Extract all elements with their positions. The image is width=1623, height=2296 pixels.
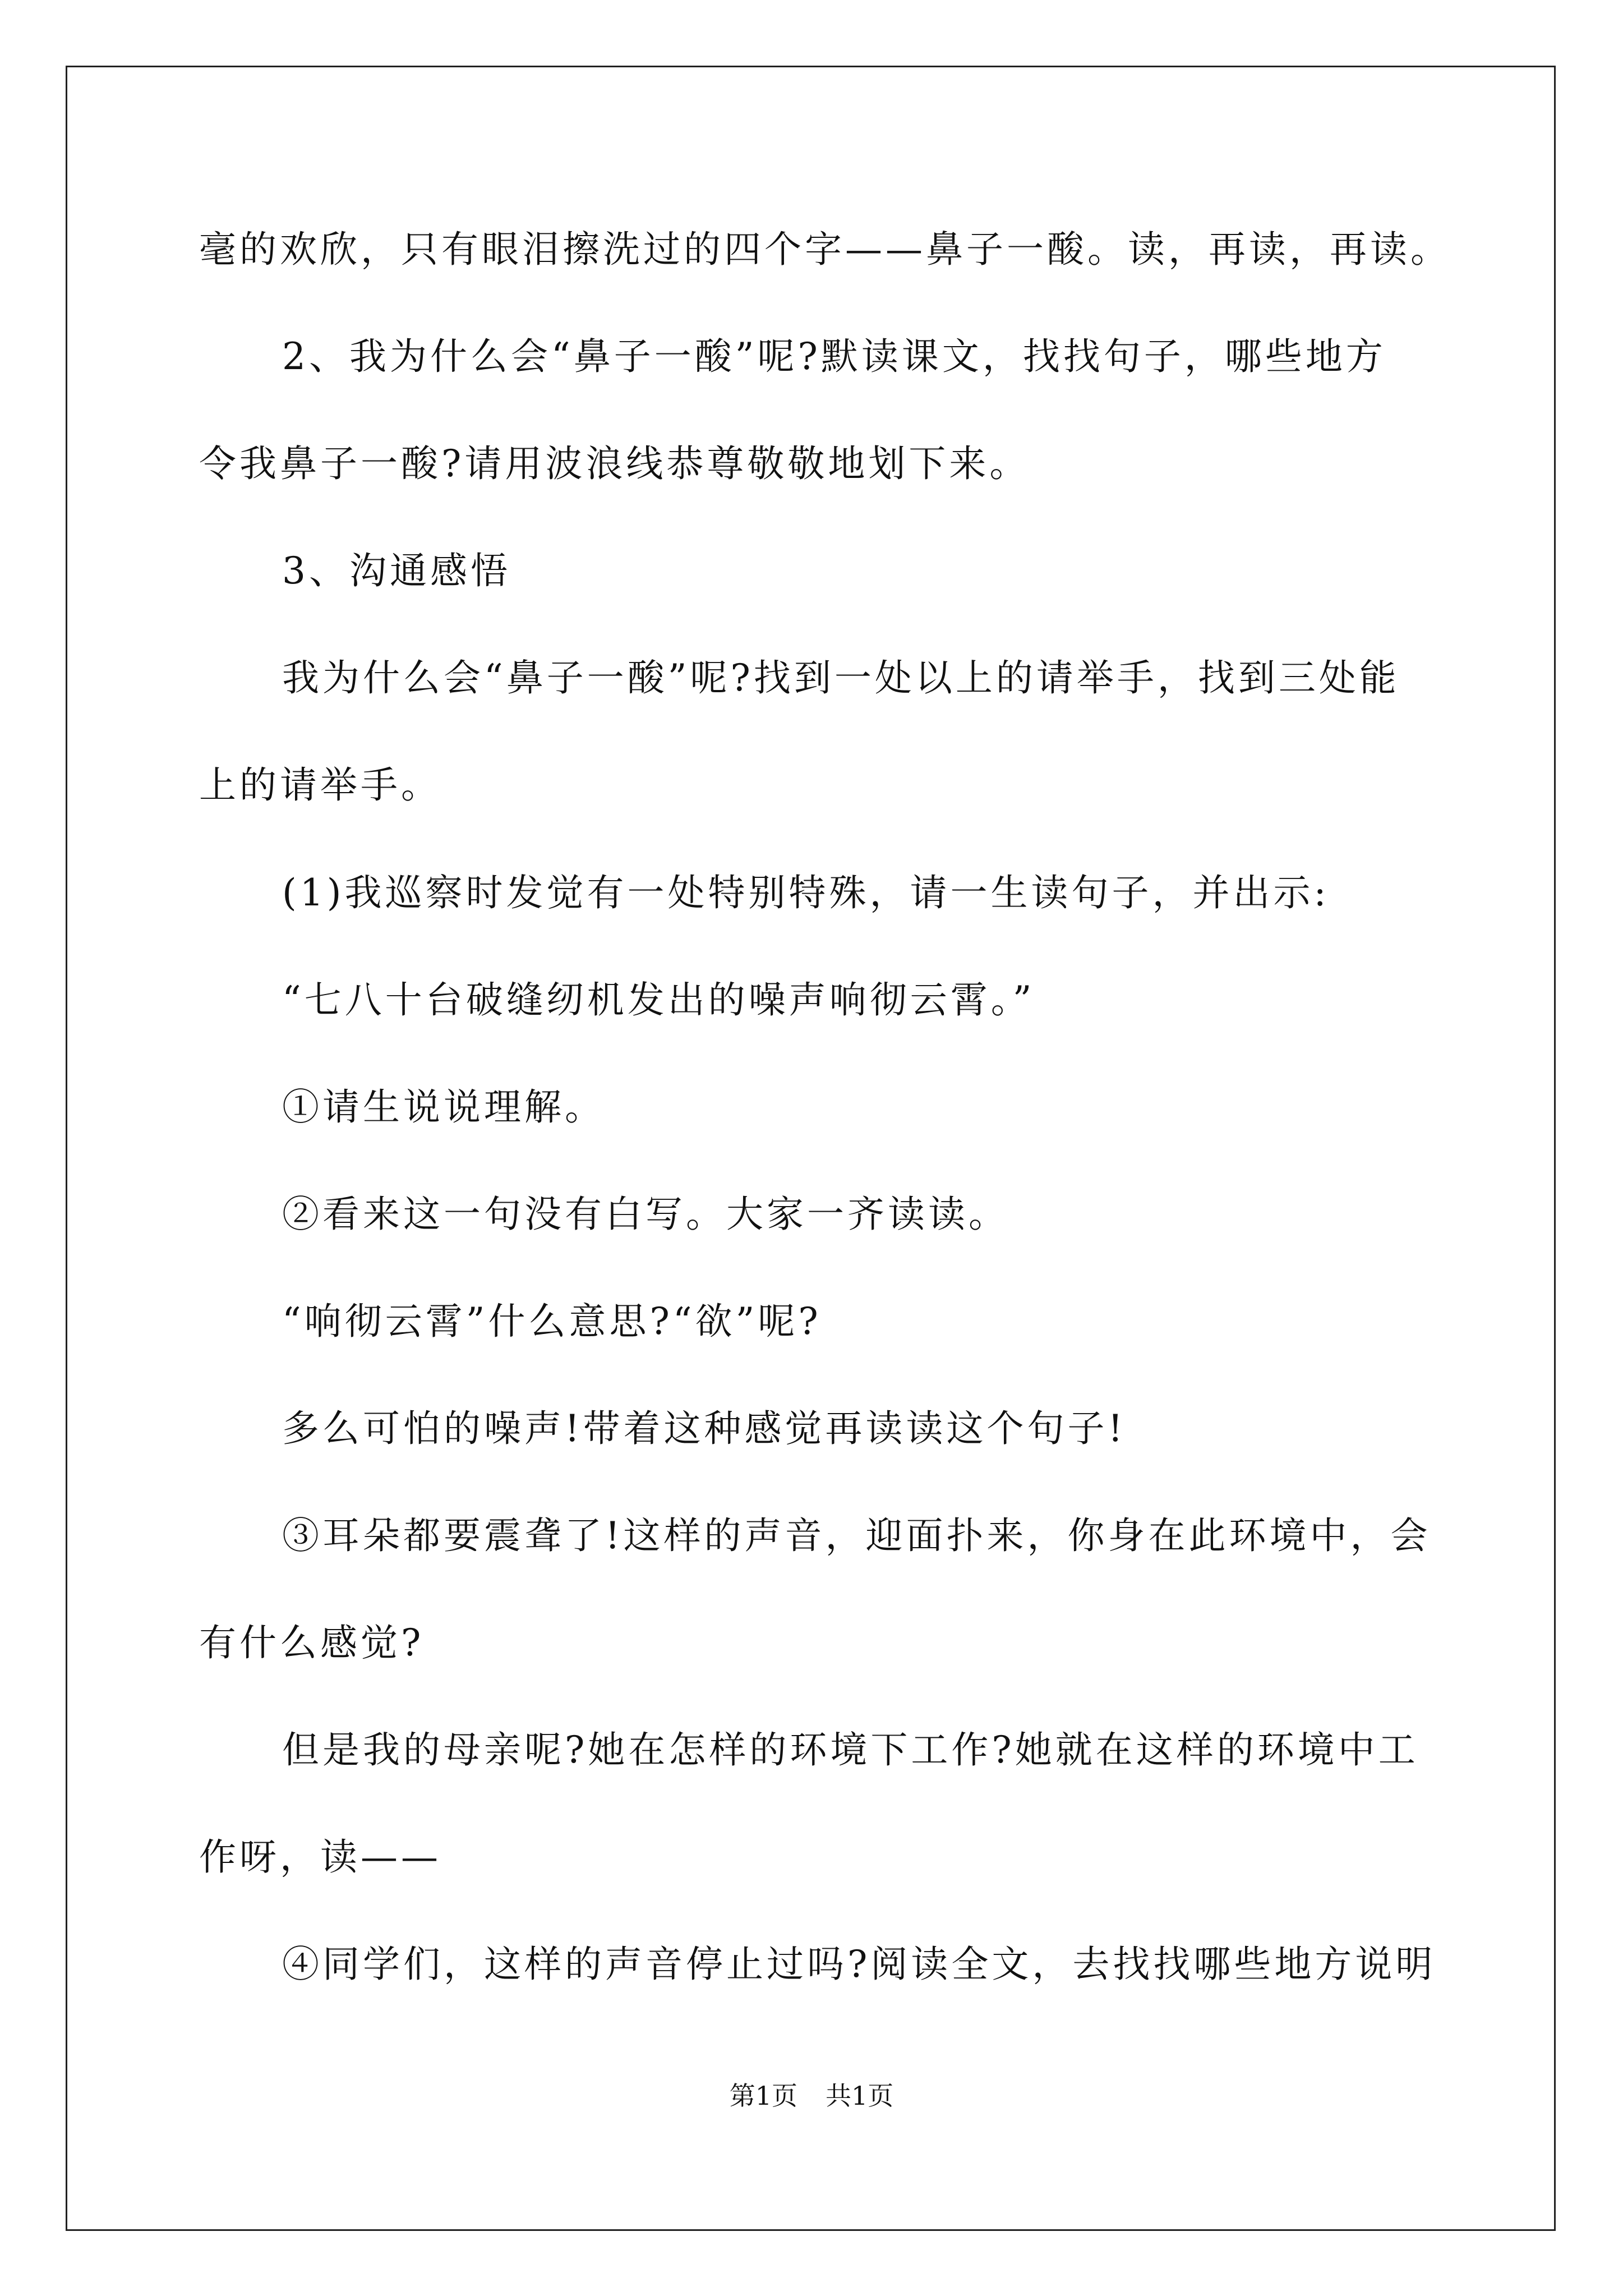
text-line: 但是我的母亲呢?她在怎样的环境下工作?她就在这样的环境中工 <box>282 1728 1419 1772</box>
text-line: 我为什么会“鼻子一酸”呢?找到一处以上的请举手，找到三处能 <box>282 656 1400 700</box>
page-total: 共1页 <box>826 2081 894 2111</box>
text-line: 2、我为什么会“鼻子一酸”呢?默读课文，找找句子，哪些地方 <box>282 335 1386 378</box>
text-line: ④同学们，这样的声音停止过吗?阅读全文，去找找哪些地方说明 <box>282 1943 1436 1986</box>
page-border <box>66 66 1556 2231</box>
page-number: 第1页 <box>729 2081 797 2111</box>
text-line: ③耳朵都要震聋了!这样的声音，迎面扑来，你身在此环境中，会 <box>282 1514 1431 1557</box>
text-line: ②看来这一句没有白写。大家一齐读读。 <box>282 1193 1009 1236</box>
text-line: ①请生说说理解。 <box>282 1085 605 1129</box>
page-footer <box>0 2080 1623 2111</box>
text-line: “响彻云霄”什么意思?“欲”呢? <box>282 1300 822 1343</box>
text-line: 多么可怕的噪声!带着这种感觉再读读这个句子! <box>282 1407 1127 1450</box>
text-line: 毫的欢欣，只有眼泪擦洗过的四个字——鼻子一酸。读，再读，再读。 <box>199 228 1451 271</box>
text-line: 3、沟通感悟 <box>282 549 511 592</box>
text-line: 令我鼻子一酸?请用波浪线恭尊敬敬地划下来。 <box>199 442 1030 485</box>
text-line: 有什么感觉? <box>199 1621 425 1664</box>
text-line: 作呀，读—— <box>199 1835 441 1879</box>
text-line: 上的请举手。 <box>199 763 441 807</box>
text-line: “七八十台破缝纫机发出的噪声响彻云霄。” <box>282 978 1035 1022</box>
text-line: (1)我巡察时发觉有一处特别特殊，请一生读句子，并出示: <box>282 871 1330 914</box>
